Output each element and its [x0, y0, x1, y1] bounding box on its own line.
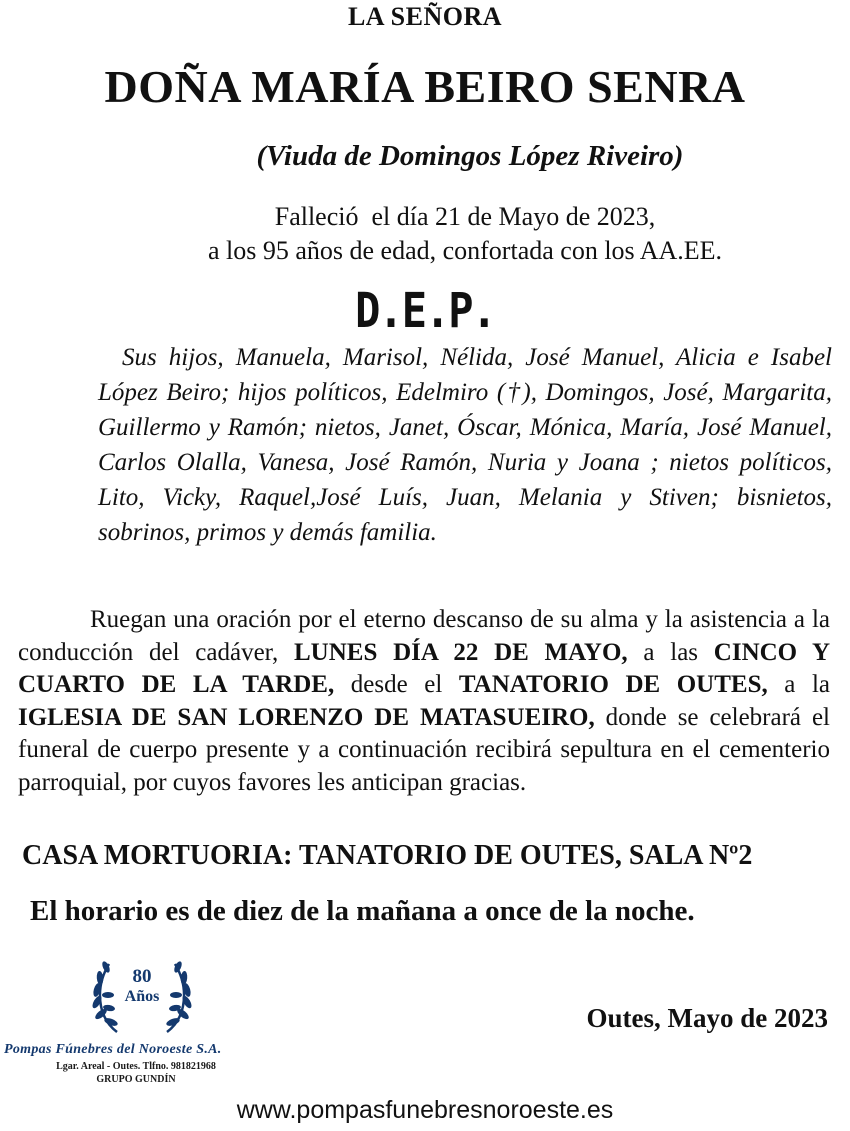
- prayer-text-5: donde se celebrará el funeral de cuerpo presente y a continuación recibirá sepultura en el cementerio parroquial, por cuyos favores les anticipan gracias.: [18, 703, 830, 796]
- logo-anniversary-number: 80: [132, 966, 152, 987]
- death-line-2: a los 95 años de edad, confortada con los AA.EE.: [207, 236, 723, 265]
- death-details: [0, 200, 850, 268]
- prayer-text-2: a las: [627, 638, 714, 666]
- logo-anniversary-label: Años: [124, 988, 160, 1005]
- prayer-text-3: desde el: [334, 671, 459, 698]
- death-line-1: Falleció el día 21 de Mayo de 2023,: [274, 202, 656, 231]
- logo-company-name: Pompas Fúnebres del Noroeste S.A.: [4, 1042, 222, 1057]
- place-date: Outes, Mayo de 2023: [586, 1003, 828, 1033]
- prayer-church: IGLESIA DE SAN LORENZO DE MATASUEIRO,: [18, 703, 595, 731]
- heading-la-senora: LA SEÑORA: [347, 2, 503, 31]
- prayer-date: LUNES DÍA 22 DE MAYO,: [294, 638, 628, 666]
- website-url: www.pompasfunebresnoroeste.es: [236, 1096, 614, 1124]
- logo-group: GRUPO GUNDÍN: [96, 1074, 176, 1085]
- dep-heading: D.E.P.: [355, 282, 495, 339]
- prayer-text-4: a la: [767, 671, 830, 698]
- deceased-name: DOÑA MARÍA BEIRO SENRA: [104, 61, 746, 112]
- widow-of-line: (Viuda de Domingos López Riveiro): [256, 140, 684, 172]
- prayer-text-1: Ruegan una oración por el eterno descanso de su alma y la asistencia a la conducción del cadáver,: [18, 606, 830, 666]
- relatives-paragraph: Sus hijos, Manuela, Marisol, Nélida, José Manuel, Alicia e Isabel López Beiro; hijos políticos, Edelmiro (†), Domingos, José, Margarita, Guillermo y Ramón; nietos, Janet, Óscar, Mónica, María, José Manuel, Carlos Olalla, Vanesa, José Ramón, Nuria y Joana ; nietos políticos, Lito, Vicky, Raquel,José Luís, Juan, Melania y Stiven; bisnietos, sobrinos, primos y demás familia.: [98, 344, 832, 546]
- prayer-origin: TANATORIO DE OUTES,: [458, 671, 768, 698]
- prayer-paragraph: [18, 604, 830, 799]
- schedule-line: El horario es de diez de la mañana a once de la noche.: [30, 895, 695, 927]
- mortuary-line: CASA MORTUORIA: TANATORIO DE OUTES, SALA Nº2: [22, 840, 753, 871]
- prayer-time: CINCO Y CUARTO DE LA TARDE,: [18, 638, 830, 698]
- logo-address: Lgar. Areal - Outes. Tlfno. 981821968: [56, 1061, 216, 1072]
- company-logo: [0, 952, 270, 1087]
